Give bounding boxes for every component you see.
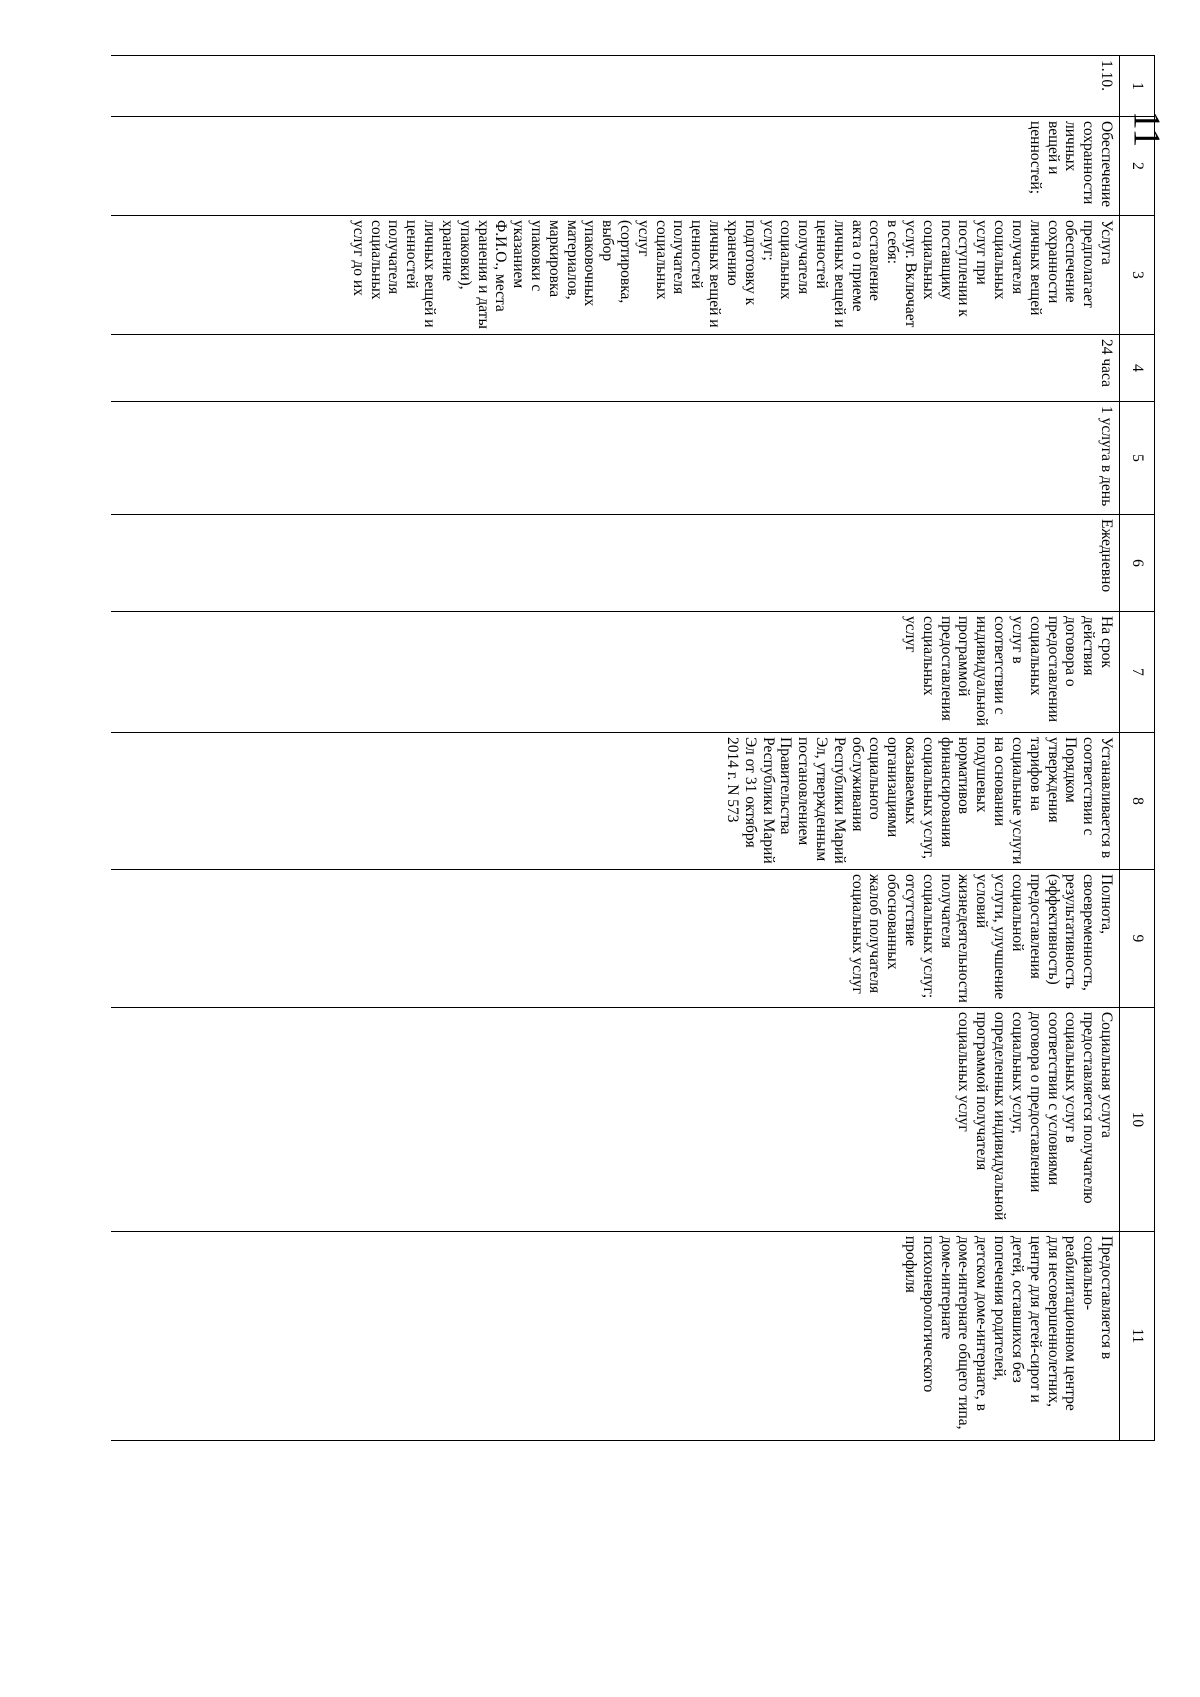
table-header-row	[1120, 56, 1155, 1441]
column-header-5: 5	[1120, 402, 1155, 515]
cell-providers	[111, 1231, 1120, 1440]
column-header-3: 3	[1120, 216, 1155, 335]
volume-text: 1 услуга в день	[1098, 406, 1115, 507]
duration-text: 24 часа	[1098, 339, 1115, 387]
table-row	[111, 56, 1120, 1441]
column-header-10: 10	[1120, 1007, 1155, 1231]
tariff-text: Устанавливается в соответствии с Порядком утверждения тарифов на социальные услуги на основании подушевых нормативов финансирования социальных услуг, оказываемых организациями социального обслуживания Республики Марий Эл, утвержденным постановлением Правительства Республики Марий Эл от 31 октября 2014 г. N 573	[723, 737, 1115, 865]
cell-duration	[111, 335, 1120, 402]
quality-indicators-text: Полнота, своевременность, результативность (эффективность) предоставления социальной услуги, улучшение условий жизнедеятельности получателя социальных услуг; отсутствие обоснованных жалоб получателя социальных услуг	[848, 874, 1115, 1003]
cell-quality-indicators	[111, 870, 1120, 1008]
column-header-1: 1	[1120, 56, 1155, 117]
frequency-text: Ежедневно	[1098, 519, 1115, 593]
column-header-6: 6	[1120, 515, 1155, 612]
term-text: На срок действия договора о предоставлении социальных услуг в соответствии с индивидуальной программой предоставления социальных услуг	[902, 616, 1115, 726]
service-name-text: Обеспечение сохранности личных вещей и ценностей;	[1026, 121, 1115, 207]
page-number: 11	[1125, 110, 1168, 148]
column-header-9: 9	[1120, 870, 1155, 1008]
column-header-8: 8	[1120, 733, 1155, 870]
column-header-7: 7	[1120, 612, 1155, 733]
cell-volume	[111, 402, 1120, 515]
column-header-11: 11	[1120, 1231, 1155, 1440]
service-description-text: Услуга предполагает обеспечение сохранности личных вещей получателя социальных услуг при поступлении к поставщику социальных услуг. Включает в себя: составление акта о приеме личных вещей и ценностей получателя социальных услуг; подготовку к хранению личных вещей и ценностей получателя социальных услуг (сортировка, выбор упаковочных материалов, маркировка упаковки с указанием Ф.И.О., места хранения и даты упаковки), хранение личных вещей и ценностей получателя социальных услуг до их	[349, 220, 1115, 329]
cell-item-number	[111, 56, 1120, 117]
providers-text: Предоставляется в социально-реабилитационном центре для несовершеннолетних, центре для детей-сирот и детей, оставшихся без попечения родителей, детском доме-интернате, в доме-интернате общего типа, доме-интернате психоневрологического профиля	[902, 1235, 1115, 1430]
cell-frequency	[111, 515, 1120, 612]
rotated-document-sheet	[110, 20, 1200, 1560]
cell-conditions	[111, 1007, 1120, 1231]
cell-service-description	[111, 216, 1120, 335]
item-number-text: 1.10.	[1098, 60, 1115, 91]
conditions-text: Социальная услуга предоставляется получателю социальных услуг в соответствии с условиями договора о предоставлении социальных услуг, определенных индивидуальной программой получателя социальных услуг	[955, 1011, 1115, 1221]
cell-term	[111, 612, 1120, 733]
cell-service-name	[111, 117, 1120, 216]
column-header-4: 4	[1120, 335, 1155, 402]
column-header-2: 2	[1120, 117, 1155, 216]
cell-tariff	[111, 733, 1120, 870]
social-services-table	[111, 55, 1155, 1441]
